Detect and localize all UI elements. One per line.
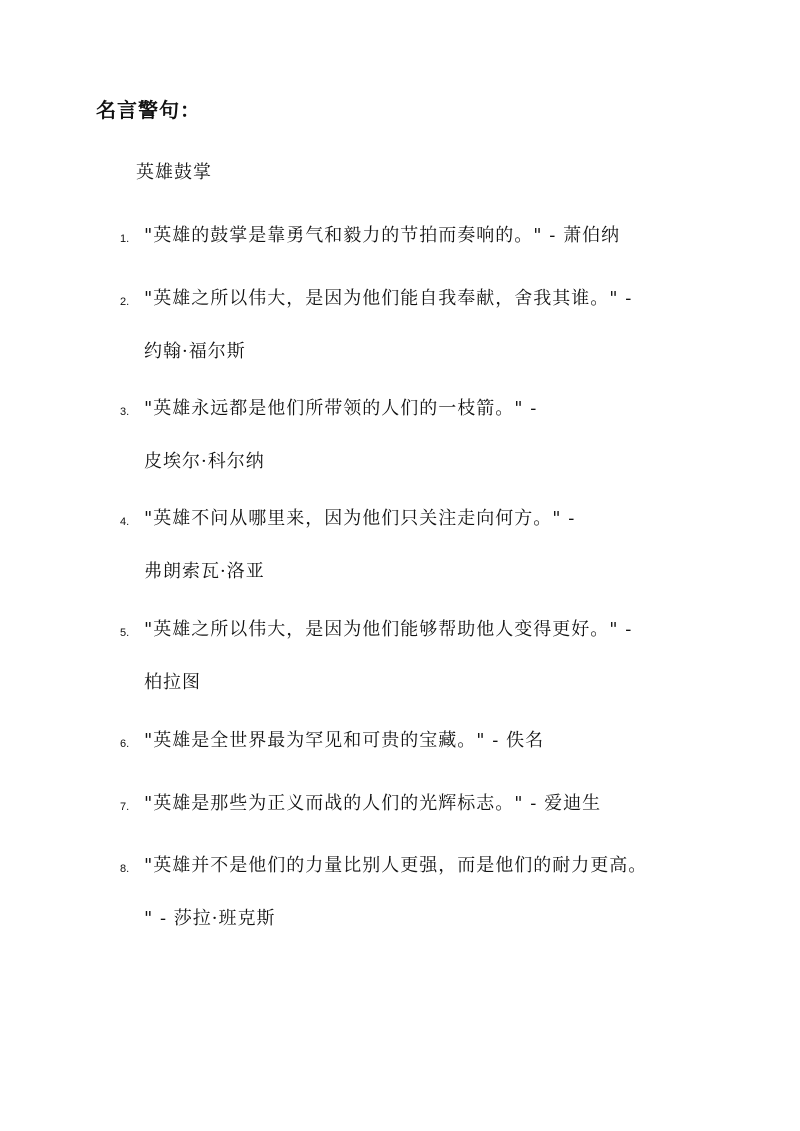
quote-author: 柏拉图	[144, 672, 201, 693]
quote-author: 约翰·福尔斯	[144, 341, 246, 362]
quote-text: "英雄并不是他们的力量比别人更强，而是他们的耐力更高。	[144, 855, 648, 876]
page-heading: 名言警句：	[96, 98, 201, 122]
quote-text: "英雄之所以伟大，是因为他们能自我奉献，舍我其谁。" -	[144, 288, 633, 309]
quote-number: 3.	[120, 406, 130, 418]
quote-text: "英雄是那些为正义而战的人们的光辉标志。" - 爱迪生	[144, 793, 602, 814]
quote-text: "英雄之所以伟大，是因为他们能够帮助他人变得更好。" -	[144, 619, 633, 640]
quote-number: 7.	[120, 801, 130, 813]
quote-number: 2.	[120, 296, 130, 308]
quote-number: 5.	[120, 627, 130, 639]
quote-number: 8.	[120, 863, 130, 875]
quote-text: "英雄是全世界最为罕见和可贵的宝藏。" - 佚名	[144, 730, 545, 751]
quote-text: "英雄永远都是他们所带领的人们的一枝箭。" -	[144, 398, 538, 419]
quote-text: "英雄不问从哪里来，因为他们只关注走向何方。" -	[144, 508, 576, 529]
quote-author: 皮埃尔·科尔纳	[144, 451, 265, 472]
quote-number: 6.	[120, 738, 130, 750]
quote-author: 弗朗索瓦·洛亚	[144, 561, 265, 582]
quote-number: 1.	[120, 233, 130, 245]
quote-text: "英雄的鼓掌是靠勇气和毅力的节拍而奏响的。" - 萧伯纳	[144, 225, 621, 246]
quote-author: " - 莎拉·班克斯	[144, 908, 276, 929]
section-subtitle: 英雄鼓掌	[136, 162, 212, 183]
quote-number: 4.	[120, 516, 130, 528]
